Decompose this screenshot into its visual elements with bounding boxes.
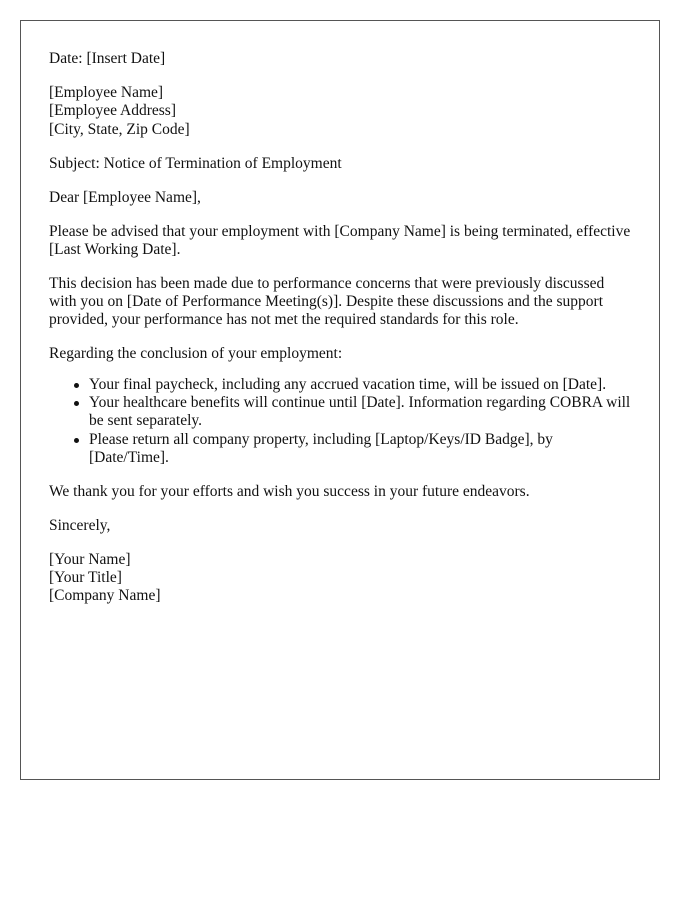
bullet-item-paycheck: Your final paycheck, including any accrued vacation time, will be issued on [Date]. bbox=[89, 376, 631, 394]
subject-line: Subject: Notice of Termination of Employment bbox=[49, 154, 342, 172]
signature-block bbox=[49, 551, 631, 606]
paragraph-reason: This decision has been made due to performance concerns that were previously discussed with you on [Date of Performance Meeting(s)]. Despite these discussions and the support provided, your performance has not met the required standards for this role. bbox=[49, 274, 605, 329]
signature-company: [Company Name] bbox=[49, 587, 161, 605]
recipient-block bbox=[49, 84, 631, 139]
bullet-item-company-property: Please return all company property, including [Laptop/Keys/ID Badge], by [Date/Time]. bbox=[89, 431, 631, 468]
paragraph-conclusion-intro: Regarding the conclusion of your employment: bbox=[49, 345, 343, 363]
closing-paragraph: We thank you for your efforts and wish you success in your future endeavors. bbox=[49, 482, 530, 500]
signature-name: [Your Name] bbox=[49, 550, 131, 568]
recipient-name: [Employee Name] bbox=[49, 83, 164, 101]
recipient-address: [Employee Address] bbox=[49, 102, 176, 120]
salutation: Dear [Employee Name], bbox=[49, 188, 201, 206]
conclusion-bullet-list bbox=[49, 376, 631, 467]
signature-title: [Your Title] bbox=[49, 569, 122, 587]
closing: Sincerely, bbox=[49, 516, 111, 534]
bullet-item-healthcare: Your healthcare benefits will continue until [Date]. Information regarding COBRA will be sent separately. bbox=[89, 393, 631, 430]
recipient-city-state-zip: [City, State, Zip Code] bbox=[49, 120, 190, 138]
letter-document bbox=[20, 20, 660, 780]
paragraph-termination-notice: Please be advised that your employment with [Company Name] is being terminated, effective [Last Working Date]. bbox=[49, 222, 631, 258]
date-line: Date: [Insert Date] bbox=[49, 50, 166, 67]
